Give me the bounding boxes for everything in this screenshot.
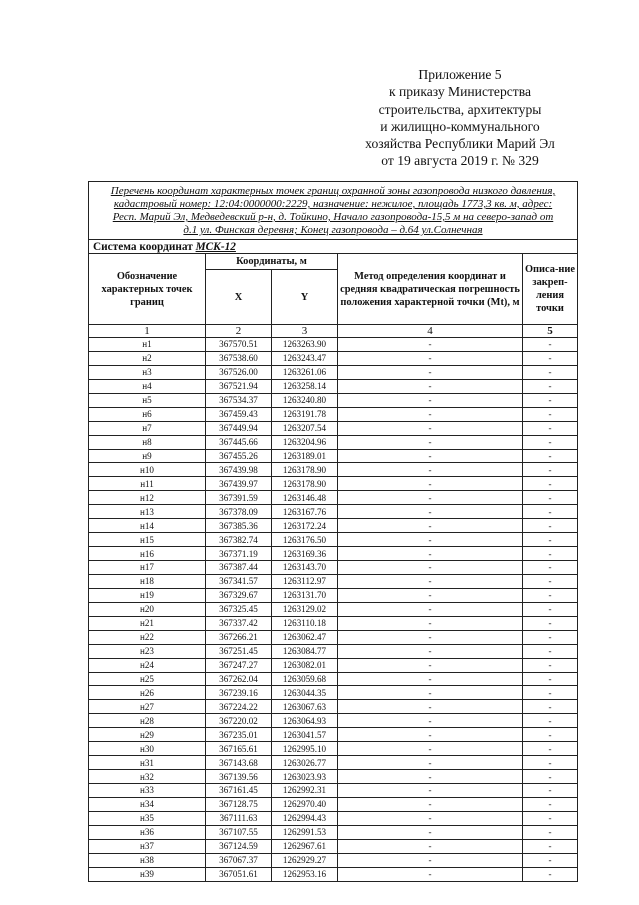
x-value: 367337.42 [206,616,272,630]
method-value: - [338,644,523,658]
table-row [89,742,578,756]
y-value: 1263082.01 [272,658,338,672]
y-value: 1262967.61 [272,839,338,853]
table-row [89,825,578,839]
description-value: - [523,700,578,714]
table-row [89,533,578,547]
title-line: д.1 ул. Финская деревня; Конец газопровода – д.64 ул.Солнечная [183,224,483,236]
table-row [89,839,578,853]
x-value: 367459.43 [206,407,272,421]
description-value: - [523,463,578,477]
point-name: н13 [89,505,206,519]
point-name: н3 [89,365,206,379]
description-value: - [523,686,578,700]
y-value: 1263204.96 [272,435,338,449]
description-value: - [523,742,578,756]
x-value: 367325.45 [206,602,272,616]
y-value: 1263258.14 [272,379,338,393]
x-value: 367439.97 [206,477,272,491]
table-row [89,477,578,491]
description-value: - [523,365,578,379]
annex-line: Приложение 5 [418,67,502,82]
method-value: - [338,630,523,644]
y-value: 1263131.70 [272,588,338,602]
description-value: - [523,825,578,839]
method-value: - [338,700,523,714]
description-value: - [523,588,578,602]
description-value: - [523,351,578,365]
method-value: - [338,825,523,839]
method-value: - [338,574,523,588]
x-value: 367538.60 [206,351,272,365]
point-name: н35 [89,811,206,825]
point-name: н39 [89,867,206,881]
y-value: 1263062.47 [272,630,338,644]
annex-line: от 19 августа 2019 г. № 329 [381,153,539,169]
description-value: - [523,714,578,728]
description-value: - [523,672,578,686]
table-row [89,463,578,477]
x-value: 367385.36 [206,519,272,533]
x-value: 367143.68 [206,756,272,770]
method-value: - [338,784,523,798]
point-name: н38 [89,853,206,867]
x-value: 367051.61 [206,867,272,881]
y-value: 1263261.06 [272,365,338,379]
table-row [89,867,578,881]
point-name: н24 [89,658,206,672]
y-value: 1263191.78 [272,407,338,421]
description-value: - [523,533,578,547]
point-name: н6 [89,407,206,421]
point-name: н14 [89,519,206,533]
table-row [89,644,578,658]
y-value: 1263172.24 [272,519,338,533]
y-value: 1263178.90 [272,477,338,491]
method-value: - [338,756,523,770]
method-value: - [338,449,523,463]
point-name: н17 [89,561,206,575]
y-value: 1263169.36 [272,547,338,561]
description-value: - [523,867,578,881]
col-number: 4 [338,325,523,338]
x-value: 367067.37 [206,853,272,867]
x-value: 367107.55 [206,825,272,839]
coordinate-system-row [89,240,578,254]
point-name: н22 [89,630,206,644]
method-value: - [338,728,523,742]
description-value: - [523,770,578,784]
method-value: - [338,519,523,533]
point-name: н34 [89,797,206,811]
y-value: 1263178.90 [272,463,338,477]
y-value: 1263023.93 [272,770,338,784]
header-y: Y [272,270,338,325]
description-value: - [523,630,578,644]
description-value: - [523,839,578,853]
table-row [89,338,578,352]
table-row [89,407,578,421]
table-row [89,351,578,365]
description-value: - [523,338,578,352]
x-value: 367387.44 [206,561,272,575]
description-value: - [523,519,578,533]
point-name: н12 [89,491,206,505]
method-value: - [338,407,523,421]
x-value: 367526.00 [206,365,272,379]
method-value: - [338,770,523,784]
table-row [89,574,578,588]
x-value: 367439.98 [206,463,272,477]
point-name: н28 [89,714,206,728]
annex-line: строительства, архитектуры [378,101,542,117]
header-x: X [206,270,272,325]
y-value: 1262970.40 [272,797,338,811]
description-value: - [523,491,578,505]
description-value: - [523,407,578,421]
x-value: 367165.61 [206,742,272,756]
column-numbers-row [89,325,578,338]
col-number: 5 [523,325,578,338]
x-value: 367139.56 [206,770,272,784]
annex-header [340,66,580,170]
point-name: н16 [89,547,206,561]
y-value: 1263143.70 [272,561,338,575]
x-value: 367449.94 [206,421,272,435]
x-value: 367521.94 [206,379,272,393]
y-value: 1263044.35 [272,686,338,700]
x-value: 367235.01 [206,728,272,742]
y-value: 1263129.02 [272,602,338,616]
method-value: - [338,714,523,728]
point-name: н15 [89,533,206,547]
table-row [89,797,578,811]
y-value: 1262994.43 [272,811,338,825]
point-name: н1 [89,338,206,352]
table-row [89,519,578,533]
method-value: - [338,435,523,449]
y-value: 1263176.50 [272,533,338,547]
x-value: 367128.75 [206,797,272,811]
method-value: - [338,853,523,867]
method-value: - [338,393,523,407]
point-name: н37 [89,839,206,853]
point-name: н25 [89,672,206,686]
table-row [89,784,578,798]
point-name: н32 [89,770,206,784]
coordinates-table [88,181,578,882]
method-value: - [338,588,523,602]
method-value: - [338,477,523,491]
y-value: 1262992.31 [272,784,338,798]
method-value: - [338,463,523,477]
x-value: 367111.63 [206,811,272,825]
x-value: 367329.67 [206,588,272,602]
table-row [89,714,578,728]
x-value: 367239.16 [206,686,272,700]
col-number: 1 [89,325,206,338]
y-value: 1263059.68 [272,672,338,686]
y-value: 1263112.97 [272,574,338,588]
col-number: 2 [206,325,272,338]
table-row [89,770,578,784]
table-row [89,393,578,407]
method-value: - [338,658,523,672]
method-value: - [338,602,523,616]
x-value: 367124.59 [206,839,272,853]
y-value: 1263026.77 [272,756,338,770]
table-row [89,686,578,700]
x-value: 367534.37 [206,393,272,407]
x-value: 367161.45 [206,784,272,798]
annex-line: хозяйства Республики Марий Эл [365,136,555,152]
title-line: Респ. Марий Эл, Медведевский р-н, д. Тойкино, Начало газопровода-15,5 м на северо-запад от [112,211,554,223]
y-value: 1262995.10 [272,742,338,756]
x-value: 367262.04 [206,672,272,686]
table-row [89,435,578,449]
y-value: 1263041.57 [272,728,338,742]
method-value: - [338,797,523,811]
table-row [89,449,578,463]
point-name: н30 [89,742,206,756]
y-value: 1263167.76 [272,505,338,519]
x-value: 367378.09 [206,505,272,519]
description-value: - [523,616,578,630]
x-value: 367382.74 [206,533,272,547]
y-value: 1262953.16 [272,867,338,881]
x-value: 367455.26 [206,449,272,463]
method-value: - [338,811,523,825]
description-value: - [523,435,578,449]
table-body [89,338,578,882]
method-value: - [338,547,523,561]
point-name: н18 [89,574,206,588]
y-value: 1263146.48 [272,491,338,505]
table-row [89,811,578,825]
point-name: н8 [89,435,206,449]
col-number: 3 [272,325,338,338]
method-value: - [338,338,523,352]
description-value: - [523,602,578,616]
table-row [89,547,578,561]
table-row [89,630,578,644]
description-value: - [523,379,578,393]
description-value: - [523,449,578,463]
description-value: - [523,728,578,742]
point-name: н19 [89,588,206,602]
y-value: 1263064.93 [272,714,338,728]
point-name: н26 [89,686,206,700]
point-name: н33 [89,784,206,798]
point-name: н29 [89,728,206,742]
description-value: - [523,547,578,561]
point-name: н11 [89,477,206,491]
table-row [89,756,578,770]
method-value: - [338,491,523,505]
x-value: 367570.51 [206,338,272,352]
point-name: н20 [89,602,206,616]
method-value: - [338,686,523,700]
point-name: н4 [89,379,206,393]
point-name: н21 [89,616,206,630]
method-value: - [338,867,523,881]
table-row [89,658,578,672]
point-name: н27 [89,700,206,714]
table-row [89,561,578,575]
description-value: - [523,853,578,867]
coordinate-system-label: Система координат [93,240,193,253]
x-value: 367341.57 [206,574,272,588]
table-row [89,491,578,505]
table-row [89,853,578,867]
table-row [89,588,578,602]
x-value: 367220.02 [206,714,272,728]
y-value: 1263243.47 [272,351,338,365]
table-row [89,379,578,393]
y-value: 1262991.53 [272,825,338,839]
table-row [89,672,578,686]
description-value: - [523,421,578,435]
method-value: - [338,561,523,575]
table-title [89,182,578,240]
y-value: 1263207.54 [272,421,338,435]
method-value: - [338,505,523,519]
point-name: н31 [89,756,206,770]
y-value: 1263084.77 [272,644,338,658]
table-row [89,365,578,379]
point-name: н23 [89,644,206,658]
method-value: - [338,616,523,630]
y-value: 1263067.63 [272,700,338,714]
method-value: - [338,672,523,686]
description-value: - [523,797,578,811]
method-value: - [338,421,523,435]
description-value: - [523,393,578,407]
point-name: н2 [89,351,206,365]
table-row [89,505,578,519]
description-value: - [523,574,578,588]
annex-line: к приказу Министерства [388,84,532,100]
method-value: - [338,365,523,379]
x-value: 367251.45 [206,644,272,658]
description-value: - [523,644,578,658]
table-row [89,421,578,435]
y-value: 1262929.27 [272,853,338,867]
point-name: н5 [89,393,206,407]
table-row [89,602,578,616]
x-value: 367371.19 [206,547,272,561]
header-point: Обозначение характерных точек границ [89,254,206,325]
annex-line: и жилищно-коммунального [380,118,540,134]
description-value: - [523,561,578,575]
y-value: 1263263.90 [272,338,338,352]
x-value: 367391.59 [206,491,272,505]
header-desc: Описа-ние закреп-ления точки [523,254,578,325]
method-value: - [338,839,523,853]
table-row [89,700,578,714]
y-value: 1263240.80 [272,393,338,407]
point-name: н36 [89,825,206,839]
description-value: - [523,811,578,825]
table-row [89,728,578,742]
coordinate-system-name: МСК-12 [195,240,236,253]
description-value: - [523,505,578,519]
x-value: 367224.22 [206,700,272,714]
x-value: 367266.21 [206,630,272,644]
header-coords: Координаты, м [206,254,338,270]
table-row [89,616,578,630]
coordinates-table-container [88,181,577,882]
x-value: 367445.66 [206,435,272,449]
method-value: - [338,742,523,756]
description-value: - [523,477,578,491]
method-value: - [338,379,523,393]
method-value: - [338,351,523,365]
y-value: 1263189.01 [272,449,338,463]
point-name: н7 [89,421,206,435]
title-line: кадастровый номер: 12:04:0000000:2229, назначение: нежилое, площадь 1773,3 кв. м, адрес: [113,198,553,210]
description-value: - [523,756,578,770]
title-line: Перечень координат характерных точек границ охранной зоны газопровода низкого давления, [110,185,556,197]
description-value: - [523,784,578,798]
header-method: Метод определения координат и средняя квадратическая погрешность положения характерной точки (Mt), м [338,254,523,325]
point-name: н10 [89,463,206,477]
description-value: - [523,658,578,672]
y-value: 1263110.18 [272,616,338,630]
method-value: - [338,533,523,547]
x-value: 367247.27 [206,658,272,672]
point-name: н9 [89,449,206,463]
